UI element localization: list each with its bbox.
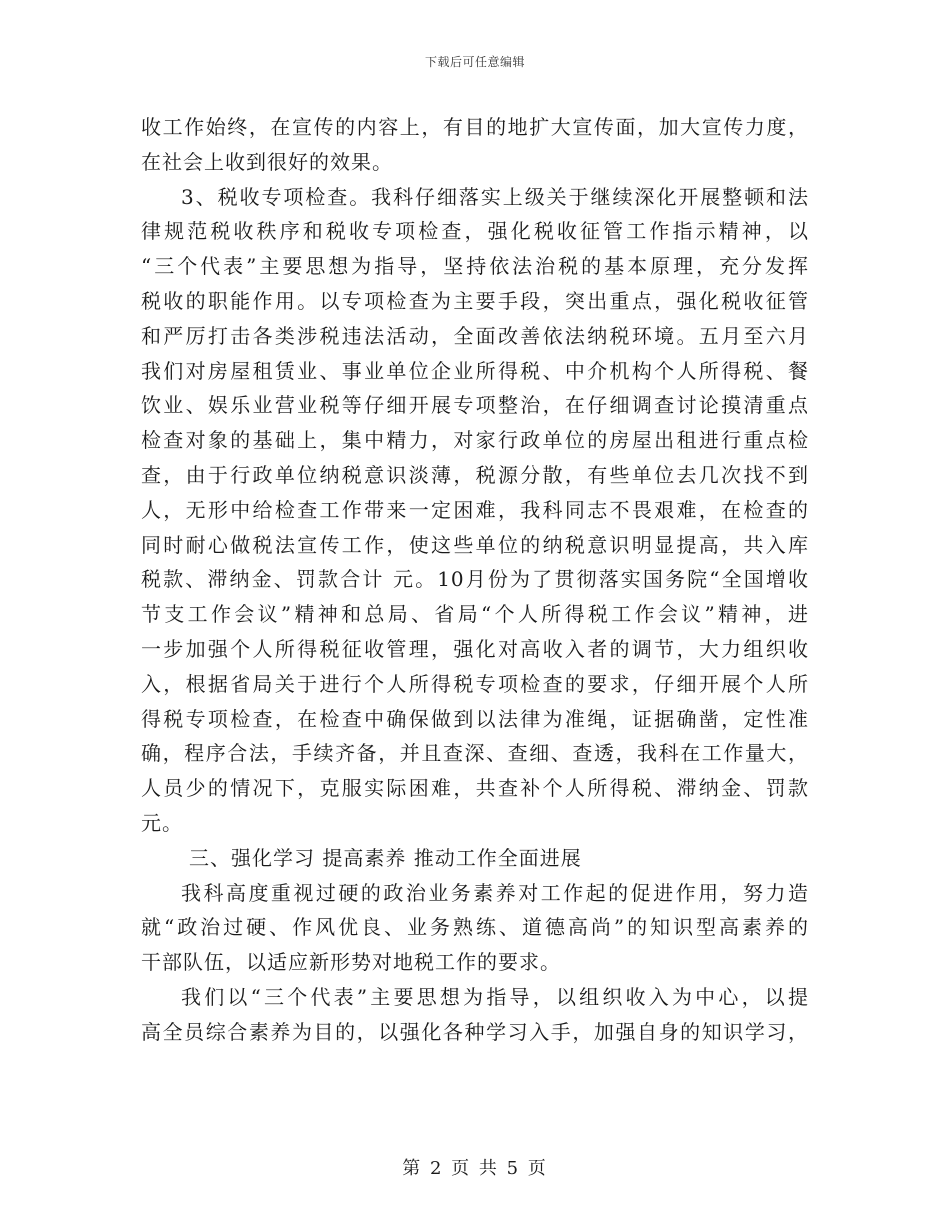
text-line: 我们对房屋租赁业、事业单位企业所得税、中介机构个人所得税、餐	[141, 358, 809, 383]
text-line: 就“政治过硬、作风优良、业务熟练、道德高尚”的知识型高素养的	[141, 915, 809, 940]
text-line: 和严厉打击各类涉税违法活动，全面改善依法纳税环境。五月至六月	[141, 323, 809, 348]
document-body	[141, 110, 809, 1050]
text-line: 元。	[141, 810, 183, 835]
text-line: 3、税收专项检查。我科仔细落实上级关于继续深化开展整顿和法	[181, 184, 809, 209]
text-line: 人员少的情况下，克服实际困难，共查补个人所得税、滞纳金、罚款	[141, 776, 809, 801]
text-line: 查，由于行政单位纳税意识淡薄，税源分散，有些单位去几次找不到	[141, 462, 809, 487]
text-line: 一步加强个人所得税征收管理，强化对高收入者的调节，大力组织收	[141, 636, 809, 661]
text-line: 在社会上收到很好的效果。	[141, 149, 393, 174]
text-line: 入，根据省局关于进行个人所得税专项检查的要求，仔细开展个人所	[141, 671, 809, 696]
text-line: 高全员综合素养为目的，以强化各种学习入手，加强自身的知识学习，	[141, 1019, 809, 1044]
text-line: 收工作始终，在宣传的内容上，有目的地扩大宣传面，加大宣传力度，	[141, 115, 809, 139]
text-line: 律规范税收秩序和税收专项检查，强化税收征管工作指示精神，以	[141, 219, 809, 244]
text-line: 得税专项检查，在检查中确保做到以法律为准绳，证据确凿，定性准	[141, 706, 809, 731]
text-line: 干部队伍，以适应新形势对地税工作的要求。	[141, 950, 561, 975]
text-line: 节支工作会议”精神和总局、省局“个人所得税工作会议”精神，进	[141, 602, 809, 627]
text-line: 税收的职能作用。以专项检查为主要手段，突出重点，强化税收征管	[141, 288, 809, 313]
text-line: 同时耐心做税法宣传工作，使这些单位的纳税意识明显提高，共入库	[141, 532, 809, 557]
text-line: 检查对象的基础上，集中精力，对家行政单位的房屋出租进行重点检	[141, 428, 809, 453]
text-line: “三个代表”主要思想为指导，坚持依法治税的基本原理，充分发挥	[141, 254, 809, 279]
section-heading: 三、强化学习 提高素养 推动工作全面进展	[189, 845, 582, 870]
text-line: 税款、滞纳金、罚款合计 元。10月份为了贯彻落实国务院“全国增收	[141, 567, 809, 592]
header-note: 下载后可任意编辑	[424, 55, 525, 69]
text-line: 人，无形中给检查工作带来一定困难，我科同志不畏艰难，在检查的	[141, 497, 809, 522]
text-line: 确，程序合法，手续齐备，并且查深、查细、查透，我科在工作量大，	[141, 741, 809, 766]
text-line: 我们以“三个代表”主要思想为指导，以组织收入为中心，以提	[181, 984, 809, 1009]
text-line: 饮业、娱乐业营业税等仔细开展专项整治，在仔细调查讨论摸清重点	[141, 393, 809, 418]
text-line: 我科高度重视过硬的政治业务素养对工作起的促进作用，努力造	[181, 880, 809, 905]
page-number: 第 2 页 共 5 页	[402, 1158, 548, 1179]
